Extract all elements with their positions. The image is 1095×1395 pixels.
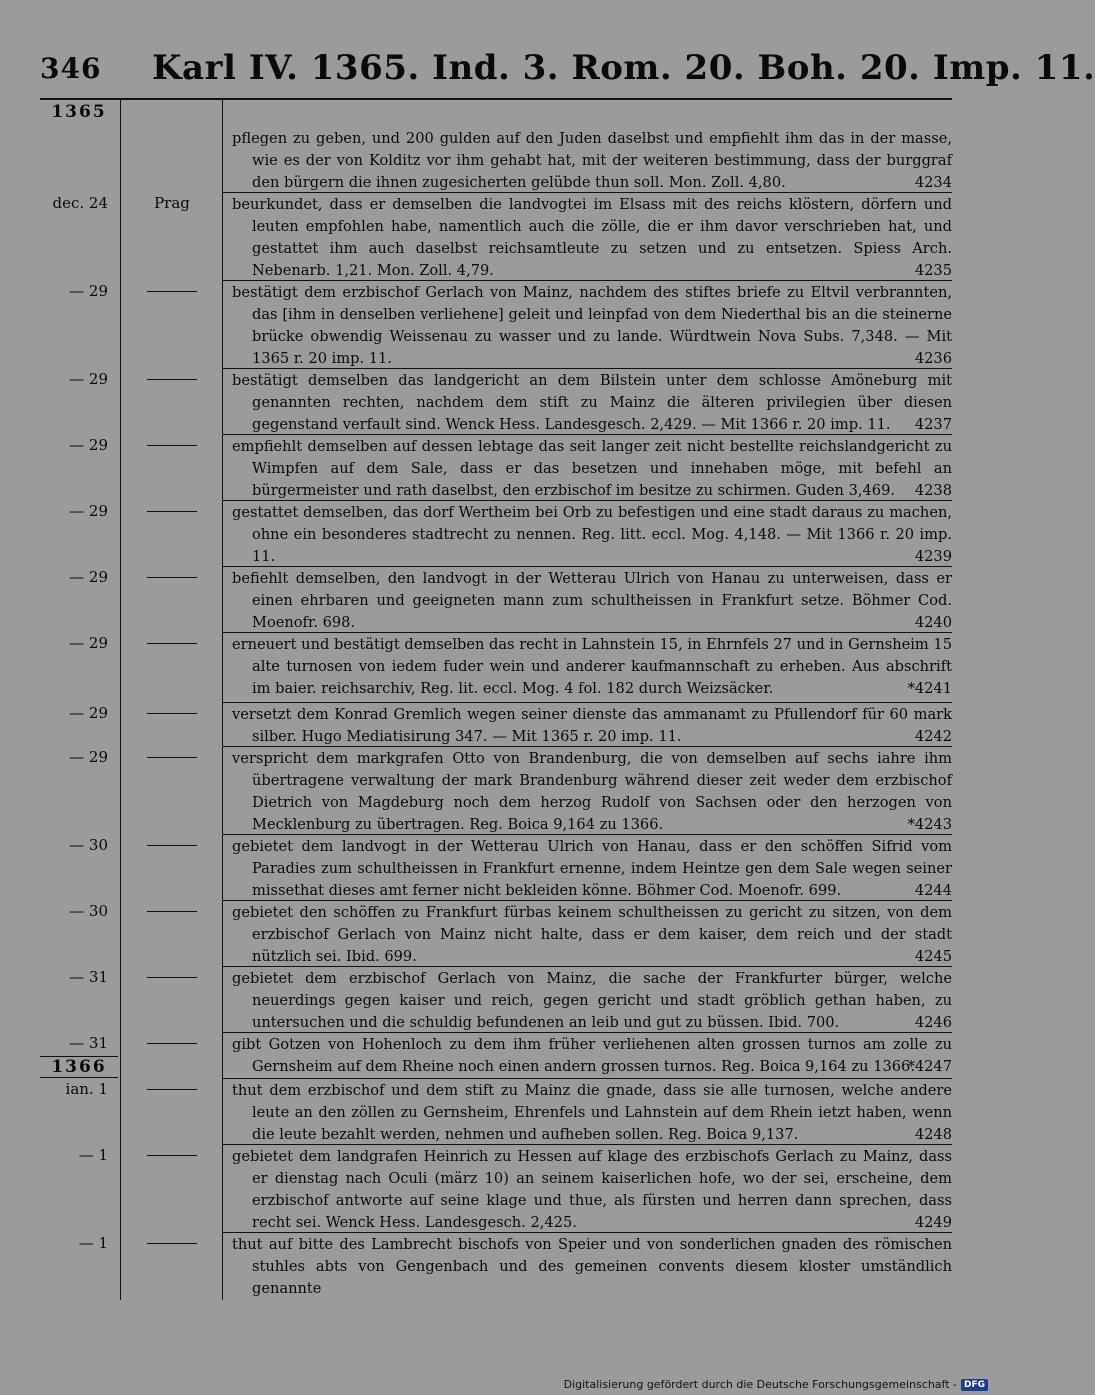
entry-number: *4241	[907, 680, 952, 697]
ditto-dash	[147, 577, 197, 578]
entry-date: — 29	[69, 282, 108, 300]
entry-date: — 31	[69, 1034, 108, 1052]
ditto-dash	[147, 1089, 197, 1090]
entry-body: befiehlt demselben, den landvogt in der Wetterau Ulrich von Hanau zu unterweisen, dass er einen ehrbaren und geeigneten mann zum schultheissen in Frankfurt setze. Böhmer Cod. Moenofr. 698.	[232, 570, 952, 631]
ditto-dash	[147, 845, 197, 846]
entry-body: pflegen zu geben, und 200 gulden auf den Juden daselbst und empfiehlt ihm das in der masse, wie es der von Kolditz vor ihm gehabt hat, mit der weiteren bestimmung, dass der burggraf den bürgern die ihnen zugesicherten gelübde thun soll. Mon. Zoll. 4,80.	[232, 130, 952, 191]
entry-place	[130, 634, 214, 644]
entry-separator	[222, 500, 952, 501]
entry-place	[130, 282, 214, 292]
ditto-dash	[147, 379, 197, 380]
entry-date: — 29	[69, 502, 108, 520]
entry-text	[232, 436, 952, 502]
entry-separator	[222, 834, 952, 835]
entry-body: empfiehlt demselben auf dessen lebtage das seit langer zeit nicht bestellte reichslandgericht zu Wimpfen auf dem Sale, dass er das besetzen und innehaben möge, mit befehl an bürgermeister und rath daselbst, den erzbischof im besitze zu schirmen. Guden 3,469.	[232, 438, 952, 499]
entry-place: Prag	[154, 194, 190, 212]
entry-date: dec. 24	[52, 194, 108, 212]
entry-place	[130, 1146, 214, 1156]
entry-body: verspricht dem markgrafen Otto von Brandenburg, die von demselben auf sechs iahre ihm übertragene verwaltung der mark Brandenburg während dieser zeit weder dem erzbischof Dietrich von Magdeburg noch dem herzog Rudolf von Sachsen oder den herzogen von Mecklenburg zu übertragen. Reg. Boica 9,164 zu 1366.	[232, 750, 952, 833]
entry-separator	[222, 632, 952, 633]
ditto-dash	[147, 291, 197, 292]
entry-date: — 30	[69, 902, 108, 920]
entry-number: 4234	[914, 174, 952, 191]
column-divider-date	[120, 100, 121, 1300]
entry-text	[232, 128, 952, 194]
entry-separator	[222, 192, 952, 193]
entry-body: gebietet dem erzbischof Gerlach von Mainz, die sache der Frankfurter bürger, welche neuerdings gegen kaiser und reich, gegen gericht und stadt gröblich gethan haben, zu untersuchen und die schuldig befundenen an leib und gut zu büssen. Ibid. 700.	[232, 970, 952, 1031]
ditto-dash	[147, 757, 197, 758]
entry-place	[130, 1034, 214, 1044]
entry-separator	[222, 368, 952, 369]
entry-separator	[222, 434, 952, 435]
entry-body: versetzt dem Konrad Gremlich wegen seiner dienste das ammanamt zu Pfullendorf für 60 mark silber. Hugo Mediatisirung 347. — Mit 1365 r. 20 imp. 11.	[232, 706, 952, 745]
entry-text	[232, 634, 952, 700]
entry-date: ian. 1	[65, 1080, 108, 1098]
entry-text	[232, 968, 952, 1034]
entry-text	[232, 748, 952, 836]
entry-date: — 1	[78, 1146, 108, 1164]
entry-body: bestätigt dem erzbischof Gerlach von Mainz, nachdem des stiftes briefe zu Eltvil verbrannten, das [ihm in denselben verliehene] geleit und leinpfad von dem Niederthal bis an die steinerne brücke obwendig Weissenau zu wasser und zu lande. Würdtwein Nova Subs. 7,348. — Mit 1365 r. 20 imp. 11.	[232, 284, 952, 367]
page-number: 346	[40, 52, 102, 85]
entry-number: 4249	[914, 1214, 952, 1231]
entry-number: 4236	[914, 350, 952, 367]
entry-place	[130, 436, 214, 446]
ditto-dash	[147, 511, 197, 512]
entry-date: — 29	[69, 634, 108, 652]
entry-text	[232, 1146, 952, 1234]
entry-text	[232, 194, 952, 282]
footer	[564, 1378, 988, 1391]
entry-body: gebietet dem landgrafen Heinrich zu Hessen auf klage des erzbischofs Gerlach zu Mainz, dass er dienstag nach Oculi (märz 10) an seinem kaiserlichen hofe, wo der sei, erscheine, dem erzbischof antworte auf seine klage und thue, als fürsten und herren dann sprechen, dass recht sei. Wenck Hess. Landesgesch. 2,425.	[232, 1148, 952, 1231]
ditto-dash	[147, 911, 197, 912]
entry-body: gestattet demselben, das dorf Wertheim bei Orb zu befestigen und eine stadt daraus zu machen, ohne ein besonderes stadtrecht zu nennen. Reg. litt. eccl. Mog. 4,148. — Mit 1366 r. 20 imp. 11.	[232, 504, 952, 565]
entry-text	[232, 282, 952, 370]
ditto-dash	[147, 1043, 197, 1044]
entry-date: — 29	[69, 370, 108, 388]
entry-number: 4237	[914, 416, 952, 433]
entry-separator	[222, 1232, 952, 1233]
entry-text	[232, 1080, 952, 1146]
entry-body: gibt Gotzen von Hohenloch zu dem ihm früher verliehenen alten grossen turnos am zolle zu Gernsheim auf dem Rheine noch einen andern grossen turnos. Reg. Boica 9,164 zu 1366.	[232, 1036, 952, 1075]
entry-text	[232, 1234, 952, 1300]
entry-separator	[222, 1144, 952, 1145]
entry-place	[130, 370, 214, 380]
entry-body: thut dem erzbischof und dem stift zu Mainz die gnade, dass sie alle turnosen, welche andere leute an den zöllen zu Gernsheim, Ehrenfels und Lahnstein auf dem Rhein ietzt haben, wenn die leute bezahlt werden, nehmen und aufheben sollen. Reg. Boica 9,137.	[232, 1082, 952, 1143]
entry-text	[232, 902, 952, 968]
entry-separator	[222, 900, 952, 901]
entry-separator	[222, 566, 952, 567]
entry-place	[130, 1080, 214, 1090]
entry-place	[130, 502, 214, 512]
entry-number: 4235	[914, 262, 952, 279]
year-heading-1366: 1366	[40, 1056, 118, 1078]
entry-body: erneuert und bestätigt demselben das recht in Lahnstein 15, in Ehrnfels 27 und in Gernsheim 15 alte turnosen von iedem fuder wein und anderer kaufmannschaft zu erheben. Aus abschrift im baier. reichsarchiv, Reg. lit. eccl. Mog. 4 fol. 182 durch Weizsäcker.	[232, 636, 952, 697]
entry-body: thut auf bitte des Lambrecht bischofs von Speier und von sonderlichen gnaden des römischen stuhles abts von Gengenbach und des gemeinen convents diesem kloster umständlich genannte	[232, 1236, 952, 1297]
entry-body: beurkundet, dass er demselben die landvogtei im Elsass mit des reichs klöstern, dörfern und leuten empfohlen habe, namentlich auch die zölle, die er ihm davor verschrieben hat, und gestattet ihm auch daselbst reichsamtleute zu setzen und zu entsetzen. Spiess Arch. Nebenarb. 1,21. Mon. Zoll. 4,79.	[232, 196, 952, 279]
entry-place	[130, 748, 214, 758]
entry-place	[130, 704, 214, 714]
footer-text: Digitalisierung gefördert durch die Deutsche Forschungsgemeinschaft -	[563, 1378, 957, 1391]
ditto-dash	[147, 713, 197, 714]
entry-body: gebietet den schöffen zu Frankfurt fürbas keinem schultheissen zu gericht zu sitzen, von dem erzbischof Gerlach von Mainz nicht halte, dass er dem kaiser, dem reich und der stadt nützlich sei. Ibid. 699.	[232, 904, 952, 965]
ditto-dash	[147, 445, 197, 446]
entry-number: *4247	[907, 1058, 952, 1075]
ditto-dash	[147, 643, 197, 644]
entry-number: 4246	[914, 1014, 952, 1031]
entry-separator	[222, 1032, 952, 1033]
entry-body: gebietet dem landvogt in der Wetterau Ulrich von Hanau, dass er den schöffen Sifrid vom Paradies zum schultheissen in Frankfurt ernenne, indem Heintze gen dem Sale wegen seiner missethat dieses amt ferner nicht bekleiden könne. Böhmer Cod. Moenofr. 699.	[232, 838, 952, 899]
entry-number: *4243	[907, 816, 952, 833]
entry-number: 4240	[914, 614, 952, 631]
ditto-dash	[147, 1243, 197, 1244]
entry-number: 4245	[914, 948, 952, 965]
entry-separator	[222, 746, 952, 747]
entry-date: — 29	[69, 568, 108, 586]
entry-text	[232, 568, 952, 634]
entry-text	[232, 370, 952, 436]
dfg-logo: DFG	[961, 1379, 988, 1391]
entry-place	[130, 568, 214, 578]
entry-number: 4242	[914, 728, 952, 745]
entry-place	[130, 968, 214, 978]
entry-body: bestätigt demselben das landgericht an dem Bilstein unter dem schlosse Amöneburg mit genannten rechten, nachdem dem stift zu Mainz die älteren privilegien über diesen gegenstand verfault sind. Wenck Hess. Landesgesch. 2,429. — Mit 1366 r. 20 imp. 11.	[232, 372, 952, 433]
entry-text	[232, 836, 952, 902]
entry-date: — 30	[69, 836, 108, 854]
entry-date: — 1	[78, 1234, 108, 1252]
running-title: Karl IV. 1365. Ind. 3. Rom. 20. Boh. 20. Imp. 11.	[152, 48, 1095, 88]
entry-separator	[222, 966, 952, 967]
entry-separator	[222, 1078, 952, 1079]
entry-text	[232, 502, 952, 568]
entry-place	[130, 836, 214, 846]
entry-date: — 31	[69, 968, 108, 986]
entry-place	[130, 1234, 214, 1244]
entry-text	[232, 1034, 952, 1078]
entry-number: 4248	[914, 1126, 952, 1143]
page-header	[40, 48, 1095, 94]
header-rule	[40, 98, 952, 100]
entry-date: — 29	[69, 436, 108, 454]
entry-number: 4239	[914, 548, 952, 565]
ditto-dash	[147, 1155, 197, 1156]
entry-date: — 29	[69, 704, 108, 722]
ditto-dash	[147, 977, 197, 978]
entry-number: 4244	[914, 882, 952, 899]
entry-separator	[222, 702, 952, 703]
entry-date: — 29	[69, 748, 108, 766]
entry-text	[232, 704, 952, 748]
entry-separator	[222, 280, 952, 281]
entry-number: 4238	[914, 482, 952, 499]
year-heading-1365: 1365	[51, 102, 107, 122]
entry-place	[130, 902, 214, 912]
